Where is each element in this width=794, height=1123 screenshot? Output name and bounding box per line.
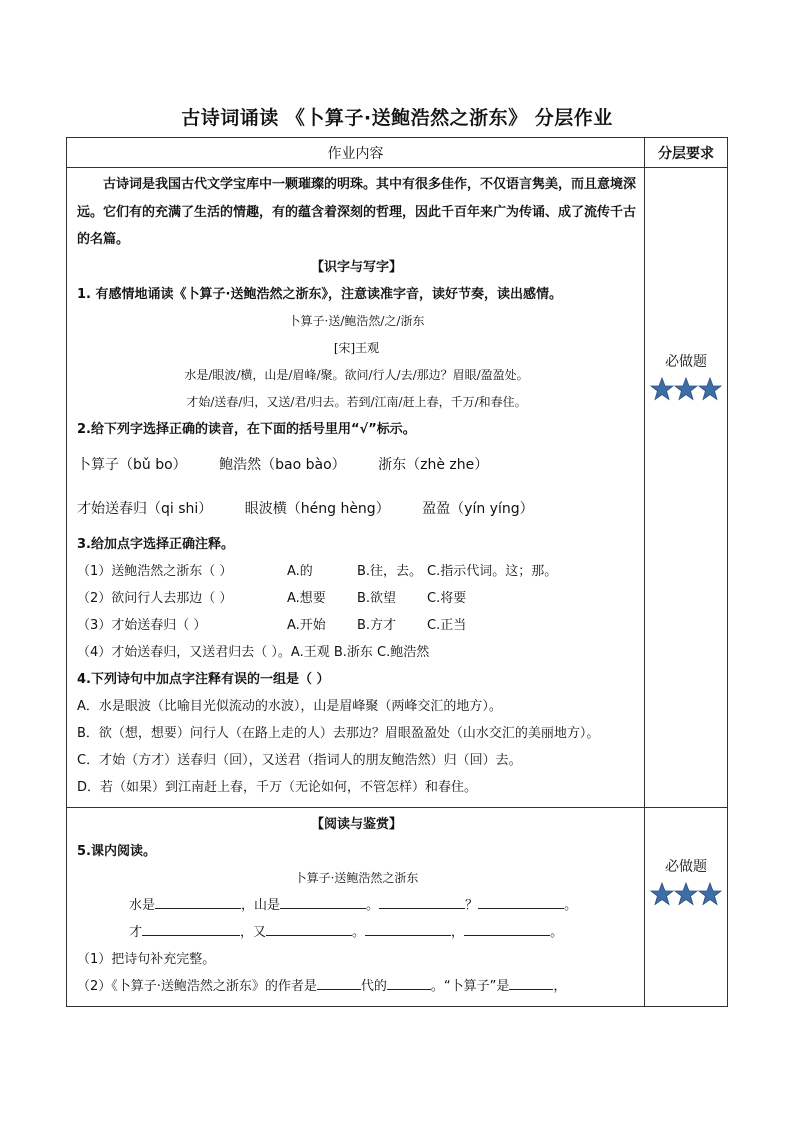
q3-option-c: C.正当 bbox=[427, 617, 467, 633]
q3-option-b: B.欲望 bbox=[357, 590, 397, 606]
q3-item bbox=[77, 612, 636, 639]
pinyin-row-2 bbox=[77, 487, 636, 531]
pinyin-row-1 bbox=[77, 443, 636, 487]
poem-title: 卜算子·送/鲍浩然/之/浙东 bbox=[288, 313, 425, 328]
question-2: 2.给下列字选择正确的读音，在下面的括号里用“√”标示。 bbox=[77, 421, 416, 437]
poem-line-2: 才始/送春/归，又送/君/归去。若到/江南/赶上春，千万/和春住。 bbox=[186, 394, 527, 409]
difficulty-stars bbox=[645, 377, 727, 405]
q3-stem: （2）欲问行人去那边（ ） bbox=[77, 590, 233, 606]
q3-item-4: （4）才始送春归，又送君归去（ ）。A.王观 B.浙东 C.鲍浩然 bbox=[77, 644, 430, 660]
star-icon bbox=[674, 377, 698, 401]
star-icon bbox=[650, 377, 674, 401]
answer-blank[interactable] bbox=[464, 921, 550, 936]
fill-line-2 bbox=[77, 919, 636, 946]
question-3: 3.给加点字选择正确注释。 bbox=[77, 536, 234, 552]
pinyin-item: 卜算子（bǔ bo） bbox=[77, 456, 187, 473]
fill-text: 。 bbox=[352, 924, 366, 940]
answer-blank[interactable] bbox=[280, 894, 366, 909]
pinyin-item: 盈盈（yín yíng） bbox=[422, 500, 534, 517]
intro-paragraph: 古诗词是我国古代文学宝库中一颗璀璨的明珠。其中有很多佳作，不仅语言隽美，而且意境深远。它们有的充满了生活的情趣，有的蕴含着深刻的哲理，因此千百年来广为传诵、成了流传千古的名篇。 bbox=[77, 177, 637, 247]
fill-text: （2）《卜算子·送鲍浩然之浙东》的作者是 bbox=[77, 978, 317, 994]
required-label: 必做题 bbox=[665, 354, 707, 370]
q3-option-a: A.开始 bbox=[287, 617, 326, 633]
fill-text: ，又 bbox=[240, 924, 267, 940]
q3-option-b: B.往，去。 bbox=[357, 563, 423, 579]
answer-blank[interactable] bbox=[509, 975, 553, 990]
page-title: 古诗词诵读 《卜算子·送鲍浩然之浙东》 分层作业 bbox=[181, 107, 613, 129]
q3-item bbox=[77, 585, 636, 612]
section-1-content bbox=[67, 168, 645, 808]
fill-line-1 bbox=[77, 892, 636, 919]
star-icon bbox=[650, 882, 674, 906]
answer-blank[interactable] bbox=[478, 894, 564, 909]
answer-blank[interactable] bbox=[266, 921, 352, 936]
section-2-level bbox=[645, 807, 728, 1006]
star-icon bbox=[698, 377, 722, 401]
q3-option-c: C.指示代词。这；那。 bbox=[427, 563, 558, 579]
poem-author: [宋]王观 bbox=[333, 340, 380, 355]
q3-stem: （3）才始送春归（ ） bbox=[77, 617, 207, 633]
sub-question-1: （1）把诗句补充完整。 bbox=[77, 951, 216, 967]
answer-blank[interactable] bbox=[142, 921, 240, 936]
fill-text: 。“卜算子”是 bbox=[430, 978, 510, 994]
header-content: 作业内容 bbox=[67, 138, 645, 168]
section-1-level bbox=[645, 168, 728, 808]
header-level: 分层要求 bbox=[645, 138, 728, 168]
pinyin-item: 才始送春归（qi shi） bbox=[77, 500, 213, 517]
fill-text: 水是 bbox=[129, 897, 156, 913]
answer-blank[interactable] bbox=[387, 975, 431, 990]
difficulty-stars bbox=[645, 882, 727, 910]
fill-text: 。 bbox=[366, 897, 380, 913]
section-1-row bbox=[67, 168, 728, 808]
fill-text: 。 bbox=[550, 924, 564, 940]
q4-option-c: C．才始（方才）送春归（回），又送君（指词人的朋友鲍浩然）归（回）去。 bbox=[77, 752, 522, 768]
question-1: 1. 有感情地诵读《卜算子·送鲍浩然之浙东》，注意读准字音，读好节奏，读出感情。 bbox=[77, 286, 562, 302]
worksheet-table bbox=[66, 137, 728, 1007]
answer-blank[interactable] bbox=[155, 894, 241, 909]
header-row bbox=[67, 138, 728, 168]
question-4: 4.下列诗句中加点字注释有误的一组是（ ） bbox=[77, 671, 330, 687]
q4-option-d: D．若（如果）到江南赶上春，千万（无论如何，不管怎样）和春住。 bbox=[77, 779, 478, 795]
fill-text: ， bbox=[553, 978, 567, 994]
fill-text: ， bbox=[451, 924, 465, 940]
section-2-content bbox=[67, 807, 645, 1006]
fill-text: ？ bbox=[465, 897, 479, 913]
q4-option-b: B．欲（想，想要）问行人（在路上走的人）去那边？眉眼盈盈处（山水交汇的美丽地方）。 bbox=[77, 725, 600, 741]
answer-blank[interactable] bbox=[365, 921, 451, 936]
q3-option-c: C.将要 bbox=[427, 590, 467, 606]
poem-line-1: 水是/眼波/横，山是/眉峰/聚。欲问/行人/去/那边？眉眼/盈盈处。 bbox=[184, 367, 529, 382]
q3-option-a: A.想要 bbox=[287, 590, 326, 606]
fill-text: 代的 bbox=[360, 978, 387, 994]
question-5: 5.课内阅读。 bbox=[77, 843, 156, 859]
q3-option-a: A.的 bbox=[287, 563, 313, 579]
q3-stem: （1）送鲍浩然之浙东（ ） bbox=[77, 563, 233, 579]
star-icon bbox=[674, 882, 698, 906]
answer-blank[interactable] bbox=[379, 894, 465, 909]
star-icon bbox=[698, 882, 722, 906]
fill-text: ，山是 bbox=[241, 897, 281, 913]
fill-text: 。 bbox=[564, 897, 578, 913]
required-label: 必做题 bbox=[665, 858, 707, 875]
poem-title-2: 卜算子·送鲍浩然之浙东 bbox=[294, 870, 419, 885]
pinyin-item: 眼波横（héng hèng） bbox=[244, 500, 390, 517]
section-2-row bbox=[67, 807, 728, 1006]
section-heading-literacy: 【识字与写字】 bbox=[310, 259, 402, 275]
pinyin-item: 浙东（zhè zhe） bbox=[378, 456, 489, 473]
pinyin-item: 鲍浩然（bao bào） bbox=[219, 456, 346, 473]
q4-option-a: A．水是眼波（比喻目光似流动的水波），山是眉峰聚（两峰交汇的地方）。 bbox=[77, 698, 502, 714]
q3-option-b: B.方才 bbox=[357, 617, 397, 633]
section-heading-reading: 【阅读与鉴赏】 bbox=[310, 816, 402, 832]
q3-item bbox=[77, 558, 636, 585]
fill-text: 才 bbox=[129, 924, 143, 940]
sub-question-2 bbox=[77, 973, 636, 1000]
answer-blank[interactable] bbox=[317, 975, 361, 990]
